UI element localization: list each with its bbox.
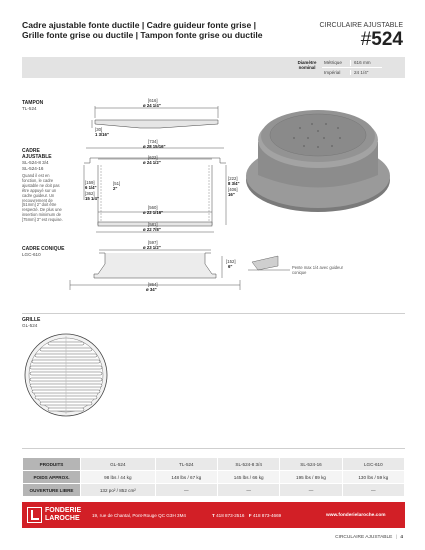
dim-cadre-inner-imperial: 2" xyxy=(113,186,118,191)
page-label: CIRCULAIRE AJUSTABLE | 4 xyxy=(335,535,403,540)
dim-cadre-top2: [622] xyxy=(148,155,158,160)
dim-tampon-top: [616] xyxy=(148,98,158,103)
dim-cadre-left1: [159] xyxy=(85,180,95,185)
product-3d-image xyxy=(246,110,390,212)
dim-conique-right: [152] xyxy=(226,259,236,264)
table-divider xyxy=(22,448,405,449)
nominal-label: Diamètre nominal xyxy=(297,60,317,70)
spec-row-opening xyxy=(23,484,405,497)
brand-name: FONDERIE LAROCHE xyxy=(45,507,82,522)
cadre-conique-label: CADRE CONIQUE LGC-610 xyxy=(22,246,65,257)
dim-conique-bot-imperial: ø 34" xyxy=(146,287,157,292)
dim-cadre-inner: [51] xyxy=(113,181,121,186)
dim-cadre-right2-imperial: 16" xyxy=(228,192,235,197)
spec-row-weight xyxy=(23,471,405,484)
dim-cadre-bot1-imperial: ø 22 1/16" xyxy=(143,210,164,215)
footer-phone: T 418 873-2516 F 418 873-4669 xyxy=(212,513,282,518)
spec-cell: — xyxy=(342,484,404,497)
brand-logo-icon xyxy=(27,507,42,523)
spec-cell: — xyxy=(280,484,342,497)
spec-cell: 148 lbs / 67 kg xyxy=(155,471,217,484)
dim-cadre-bot1: [560] xyxy=(148,205,158,210)
grille-label: GRILLE GL-524 xyxy=(22,317,41,328)
pente-note: Pente max 1/4 avec guideur conique xyxy=(292,265,343,275)
dim-cadre-left2-imperial: 15 1/4" xyxy=(85,196,99,201)
dim-cadre-top1-imperial: ø 28 15/16" xyxy=(143,144,166,149)
spec-header-cell: SL-524-16 xyxy=(280,458,342,471)
section-divider xyxy=(22,313,405,314)
dim-cadre-bot2: [581] xyxy=(148,222,158,227)
footer-website-link[interactable]: www.fonderielaroche.com xyxy=(326,513,386,518)
dim-cadre-top2-imperial: ø 24 1/2" xyxy=(143,160,161,165)
spec-cell: 132 po² / 852 cm² xyxy=(81,484,156,497)
spec-row-label: POIDS APPROX. xyxy=(23,471,81,484)
dim-cadre-bot2-imperial: ø 22 7/8" xyxy=(143,227,161,232)
dim-conique-right-imperial: 6" xyxy=(228,264,233,269)
dim-conique-bot: [864] xyxy=(148,282,158,287)
dim-cadre-right2: [406] xyxy=(228,187,238,192)
dim-tampon-top-imperial: ø 24 1/4" xyxy=(143,103,161,108)
title-line-2: Grille fonte grise ou ductile | Tampon fonte grise ou ductile xyxy=(22,30,263,40)
cadre-ajustable-label: CADRE AJUSTABLE SL-524-8 3/4 SL-524-16 xyxy=(22,148,52,171)
dim-cadre-right1-imperial: 8 3/4" xyxy=(228,181,240,186)
spec-row-label: OUVERTURE LIBRE xyxy=(23,484,81,497)
dim-cadre-left1-imperial: 6 1/4" xyxy=(85,185,97,190)
spec-cell: 98 lbs / 44 kg xyxy=(81,471,156,484)
spec-cell: — xyxy=(218,484,280,497)
spec-header-cell: TL-524 xyxy=(155,458,217,471)
spec-header-cell: PRODUITS xyxy=(23,458,81,471)
dim-tampon-height-imperial: 1 3/16" xyxy=(95,132,109,137)
dim-conique-top: [597] xyxy=(148,240,158,245)
spec-header-cell: GL-524 xyxy=(81,458,156,471)
dim-cadre-left2: [362] xyxy=(85,191,95,196)
cadre-note: Quand il est en fonction, le cadre ajustable ne doit pas être appuyé sur un cadre guideur. Un recouvrement de [51mm] 2" doit être respecté. De plus une insertion minimum de [75mm] 3" est requise. xyxy=(22,173,63,223)
category-label: CIRCULAIRE AJUSTABLE xyxy=(319,22,403,29)
dim-conique-top-imperial: ø 23 1/2" xyxy=(143,245,161,250)
spec-table xyxy=(22,457,405,497)
tampon-drawing xyxy=(92,106,218,128)
spec-cell: 145 lbs / 66 kg xyxy=(218,471,280,484)
spec-header-cell: LGC-610 xyxy=(342,458,404,471)
model-number: #524 xyxy=(360,29,403,50)
grille-drawing xyxy=(25,334,107,416)
dim-cadre-top1: [734] xyxy=(148,139,158,144)
pente-sketch xyxy=(248,256,290,270)
spec-header-row xyxy=(23,458,405,471)
spec-cell: 130 lbs / 59 kg xyxy=(342,471,404,484)
spec-header-cell: SL-524-8 3/4 xyxy=(218,458,280,471)
spec-cell: — xyxy=(155,484,217,497)
footer-address: 19, rue de Chantal, Pont-Rouge QC G3H 3M4 xyxy=(92,513,186,518)
tampon-label: TAMPON TL-524 xyxy=(22,100,44,111)
nominal-table: Métrique 616 mm Impérial 24 1/4" xyxy=(322,59,382,77)
dim-tampon-height: [30] xyxy=(95,127,103,132)
title-line-1: Cadre ajustable fonte ductile | Cadre guideur fonte grise | xyxy=(22,20,257,30)
spec-cell: 195 lbs / 89 kg xyxy=(280,471,342,484)
dim-cadre-right1: [222] xyxy=(228,176,238,181)
